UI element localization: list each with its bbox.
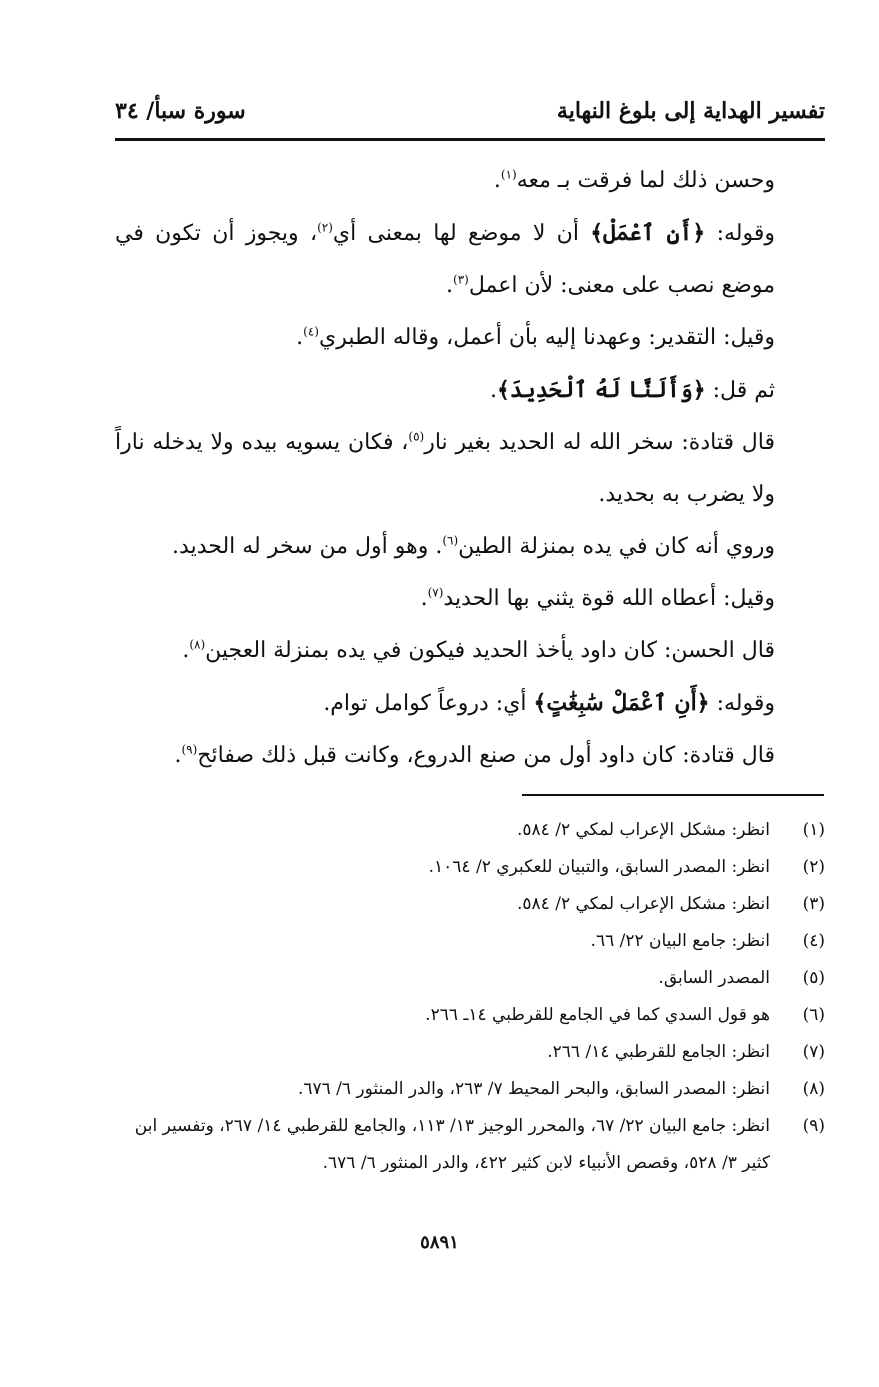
footnote-ref-8: (٨)	[189, 637, 206, 652]
footnote-ref-3: (٣)	[453, 272, 469, 287]
footnote-number: (٩)	[802, 1116, 825, 1136]
footnote-text: انظر: المصدر السابق، والتبيان للعكبري ٢/ ١٠٦٤.	[428, 857, 770, 877]
footnote-item	[115, 997, 825, 1034]
footnote-number: (٢)	[802, 857, 825, 877]
footnote-number: (٥)	[802, 968, 825, 988]
paragraph-8: قال الحسن: كان داود يأخذ الحديد فيكون في يده بمنزلة العجين$^{(٨)}$.	[182, 637, 775, 663]
footnotes	[115, 812, 825, 1182]
footnote-text: هو قول السدي كما في الجامع للقرطبي ١٤ـ ٢٦٦.	[425, 1005, 770, 1025]
paragraph-7: وقيل: أعطاه الله قوة يثني بها الحديد$^{(٧)}$.	[420, 585, 775, 611]
footnote-item	[115, 1108, 825, 1182]
footnote-item	[115, 1071, 825, 1108]
footnote-text: انظر: جامع البيان ٢٢/ ٦٧، والمحرر الوجيز ١٣/ ١١٣، والجامع للقرطبي ١٤/ ٢٦٧، وتفسير ابن كثير ٣/ ٥٢٨، وقصص الأنبياء لابن كثير ٤٢٢، والدر المنثور ٦/ ٦٧٦.	[134, 1116, 770, 1173]
paragraph-1: وحسن ذلك لما فرقت بـ معه$^{(١)}$.	[493, 167, 775, 193]
footnote-number: (٦)	[802, 1005, 825, 1025]
paragraph-3: وقيل: التقدير: وعهدنا إليه بأن أعمل، وقاله الطبري$^{(٤)}$.	[296, 324, 775, 350]
footnote-ref-4: (٤)	[303, 324, 319, 339]
quran-verse: ﴿وَأَلَنَّا لَهُ ٱلْحَدِيدَ﴾	[496, 377, 706, 403]
footnote-ref-5: (٥)	[408, 429, 425, 444]
footnote-text: انظر: الجامع للقرطبي ١٤/ ٢٦٦.	[547, 1042, 770, 1062]
footnote-ref-2: (٢)	[317, 220, 333, 235]
quran-verse: ﴿أَنِ ٱعْمَلْ﴾	[590, 220, 706, 246]
footnote-item	[115, 886, 825, 923]
footnote-number: (١)	[802, 820, 825, 840]
paragraph-2: وقوله: ﴿أَنِ ٱعْمَلْ﴾ أن لا موضع لها بمعنى أي$^{(٢)}$، ويجوز أن تكون في موضع نصب على معنى: لأن اعمل$^{(٣)}$.	[115, 220, 775, 298]
paragraph-9: وقوله: ﴿أَنِ ٱعْمَلْ سَٰبِغَٰتٍ﴾ أي: دروعاً كوامل توام.	[323, 690, 775, 716]
book-title: تفسير الهداية إلى بلوغ النهاية	[556, 98, 825, 124]
page-number: ٥٨٩١	[420, 1232, 459, 1253]
footnote-ref-7: (٧)	[427, 585, 444, 600]
quran-verse: ﴿أَنِ ٱعْمَلْ سَٰبِغَٰتٍ﴾	[533, 690, 710, 716]
paragraph-6: وروي أنه كان في يده بمنزلة الطين$^{(٦)}$. وهو أول من سخر له الحديد.	[172, 533, 775, 559]
footnote-ref-9: (٩)	[181, 742, 198, 757]
footnote-item	[115, 849, 825, 886]
paragraph-10: قال قتادة: كان داود أول من صنع الدروع، وكانت قبل ذلك صفائح$^{(٩)}$.	[174, 742, 775, 768]
footnote-item	[115, 960, 825, 997]
surah-label: سورة سبأ/ ٣٤	[115, 98, 246, 124]
footnote-item	[115, 812, 825, 849]
footnote-number: (٣)	[802, 894, 825, 914]
footnote-text: المصدر السابق.	[658, 968, 770, 988]
footnote-ref-6: (٦)	[442, 533, 459, 548]
footnote-text: انظر: المصدر السابق، والبحر المحيط ٧/ ٢٦٣، والدر المنثور ٦/ ٦٧٦.	[297, 1079, 770, 1099]
footnote-number: (٧)	[802, 1042, 825, 1062]
paragraph-5: قال قتادة: سخر الله له الحديد بغير نار$^{(٥)}$، فكان يسويه بيده ولا يدخله ناراً ولا يضرب به بحديد.	[115, 429, 775, 507]
footnote-ref-1: (١)	[500, 167, 517, 182]
running-header	[115, 92, 825, 136]
footnote-divider	[522, 794, 824, 796]
paragraph-4: ثم قل: ﴿وَأَلَنَّا لَهُ ٱلْحَدِيدَ﴾.	[489, 377, 775, 403]
main-text	[115, 155, 825, 782]
footnote-number: (٨)	[802, 1079, 825, 1099]
footnote-number: (٤)	[802, 931, 825, 951]
footnote-text: انظر: مشكل الإعراب لمكي ٢/ ٥٨٤.	[517, 894, 770, 914]
footnote-text: انظر: مشكل الإعراب لمكي ٢/ ٥٨٤.	[517, 820, 770, 840]
header-divider	[115, 138, 825, 141]
footnote-item	[115, 1034, 825, 1071]
footnote-text: انظر: جامع البيان ٢٢/ ٦٦.	[590, 931, 770, 951]
footnote-item	[115, 923, 825, 960]
